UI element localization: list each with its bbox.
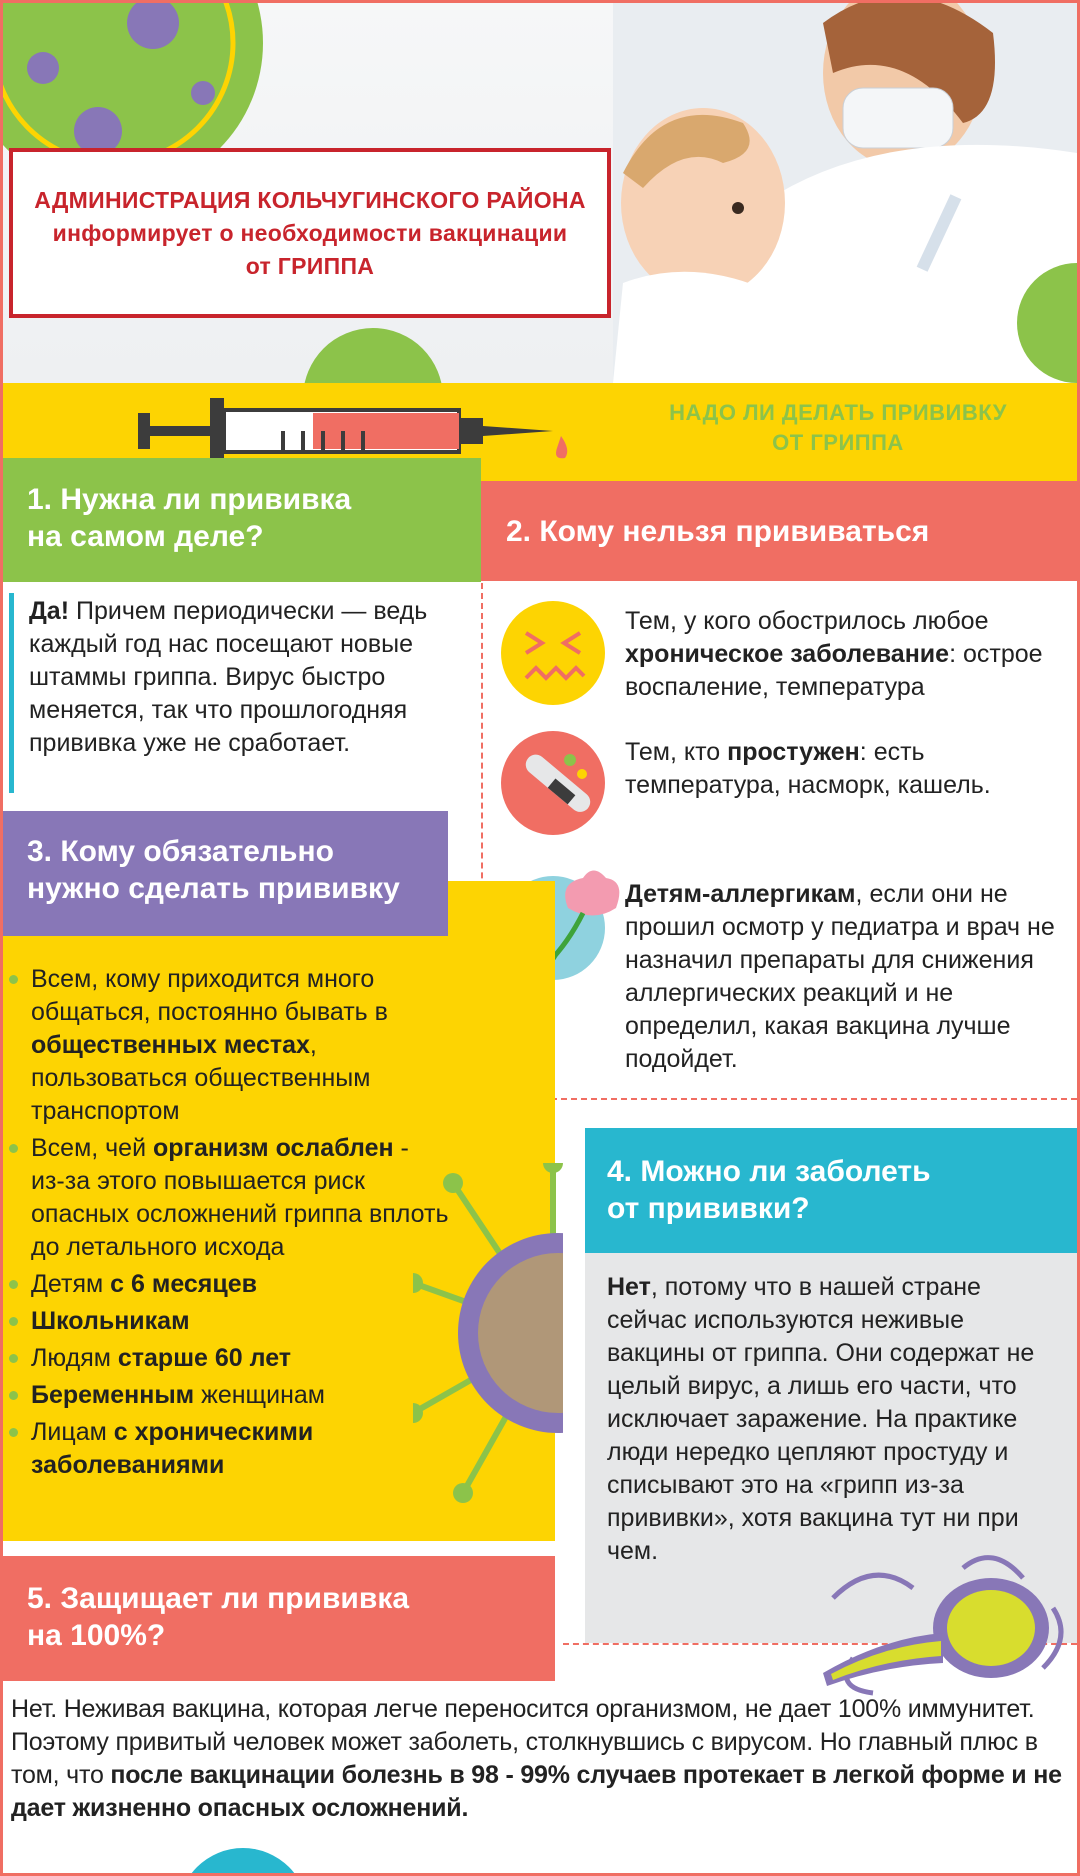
risk-group-item-5: Людям старше 60 лет (9, 1342, 449, 1375)
section-5-heading: 5. Защищает ли прививка на 100%? (27, 1582, 410, 1652)
section-1-accent-bar (9, 593, 14, 793)
yellow-bacteria-icon (813, 1548, 1077, 1698)
header-title-line-3: от ГРИППА (245, 252, 375, 279)
header-title-line-1: АДМИНИСТРАЦИЯ КОЛЬЧУГИНСКОГО РАЙОНА (34, 186, 586, 213)
section-4-heading: 4. Можно ли заболеть от прививки? (607, 1155, 931, 1225)
syringe-icon (133, 388, 593, 468)
sick-face-icon (498, 598, 608, 708)
band-title (613, 398, 1063, 458)
teal-gear-decoration (173, 1833, 313, 1876)
contraindication-item-3: Детям-аллергикам, если они не прошил осмотр у педиатра и врач не назначил препараты для снижения аллергических реакций и не определил, какая вакцина лучше подойдет. (625, 880, 1055, 1073)
risk-group-item-2: Всем, чей организм ослаблен - из-за этого повышается риск опасных осложнений гриппа вплоть до летального исхода (9, 1132, 449, 1264)
section-3-list (9, 963, 449, 1486)
risk-group-item-4: Школьникам (9, 1305, 449, 1338)
header-title-line-2: информирует о необходимости вакцинации (52, 219, 568, 246)
contraindication-item-1: Тем, у кого обострилось любое хроническое заболевание: острое воспаление, температура (625, 607, 1043, 701)
section-2-dashed-bottom (481, 1098, 1077, 1100)
hero-area (3, 3, 1077, 383)
band-title-line-1: НАДО ЛИ ДЕЛАТЬ ПРИВИВКУ (669, 400, 1007, 425)
section-4-body: Нет, потому что в нашей стране сейчас используются неживые вакцины от гриппа. Они содержат не целый вирус, а лишь его части, что исключает заражение. На практике люди нередко цепляют простуду и списывают это на «грипп из-за прививки», хотя вакцина тут ни при чем. (607, 1273, 1035, 1565)
risk-group-item-6: Беременным женщинам (9, 1379, 449, 1412)
risk-group-item-7: Лицам с хроническими заболеваниями (9, 1416, 449, 1482)
section-5-body: Нет. Неживая вакцина, которая легче переносится организмом, не дает 100% иммунитет. Поэтому привитый человек может заболеть, столкнувшись с вирусом. Но главный плюс в том, что после вакцинации болезнь в 98 - 99% случаев протекает в легкой форме и не дает жизненно опасных осложнений. (11, 1695, 1062, 1822)
section-3-heading: 3. Кому обязательно нужно сделать прививку (27, 835, 400, 905)
header-title-box (9, 148, 611, 318)
risk-group-item-1: Всем, кому приходится много общаться, постоянно бывать в общественных местах, пользоваться общественным транспортом (9, 963, 449, 1128)
thermometer-icon (498, 728, 608, 838)
section-1-heading: 1. Нужна ли прививка на самом деле? (27, 483, 352, 553)
band-title-line-2: ОТ ГРИППА (772, 430, 904, 455)
contraindication-item-2: Тем, кто простужен: есть температура, насморк, кашель. (625, 738, 991, 799)
section-1-body: Да! Причем периодически — ведь каждый год нас посещают новые штаммы гриппа. Вирус быстро меняется, так что прошлогодняя прививка уже не сработает. (29, 597, 428, 757)
section-2-heading: 2. Кому нельзя прививаться (506, 515, 930, 548)
risk-group-item-3: Детям с 6 месяцев (9, 1268, 449, 1301)
